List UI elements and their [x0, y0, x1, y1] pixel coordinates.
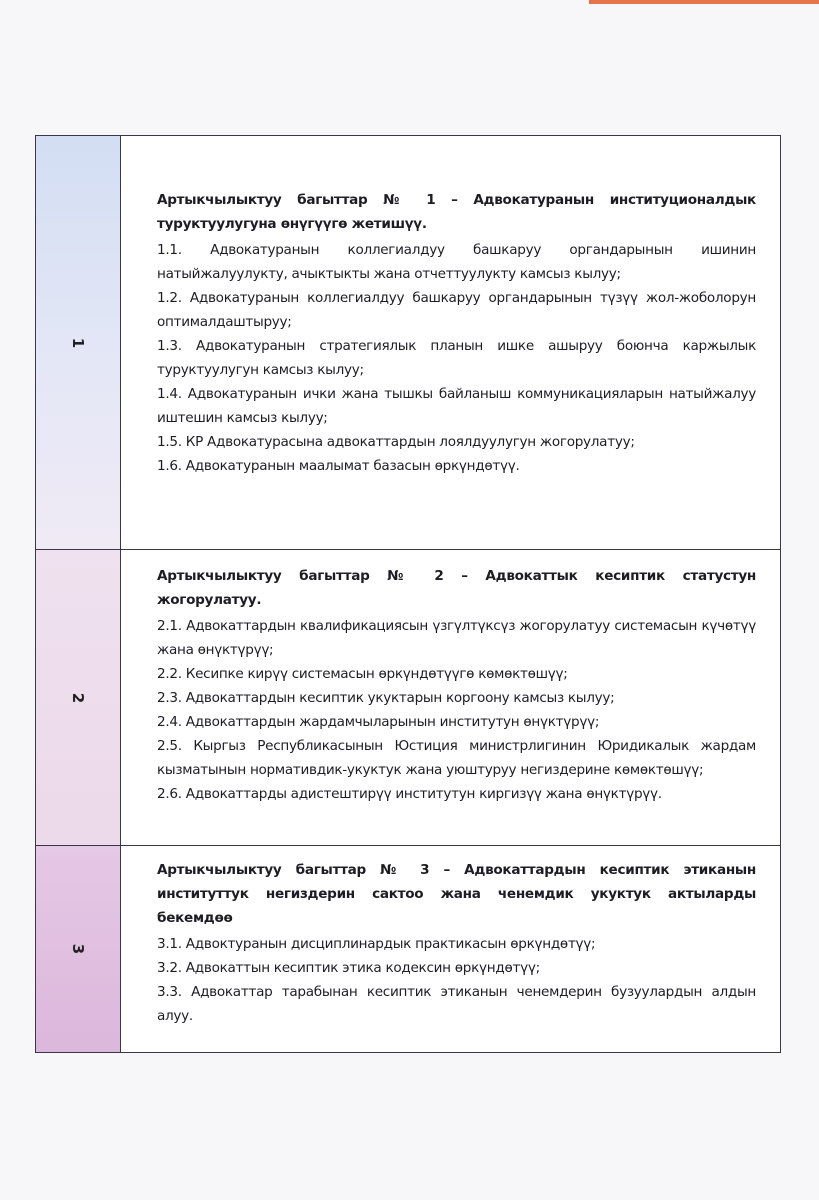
row-number: 1	[69, 337, 87, 348]
row-number: 2	[69, 692, 87, 703]
priority-item: 1.5. КР Адвокатурасына адвокаттардын лоялдуулугун жогорулатуу;	[157, 434, 635, 450]
row-number: 3	[69, 943, 87, 955]
priority-heading: Артыкчылыктуу багыттар № 3 – Адвокаттардын кесиптик этиканын институттук негиздерин сактоо жана ченемдик укуктук актыларды бекемдөө	[157, 862, 756, 926]
row-content	[121, 136, 780, 549]
priority-table	[35, 135, 781, 1053]
priority-row-2	[36, 550, 780, 846]
row-number-cell	[36, 136, 121, 549]
priority-row-3	[36, 846, 780, 1052]
priority-heading: Артыкчылыктуу багыттар № 2 – Адвокаттык кесиптик статустун жогорулатуу.	[157, 568, 756, 608]
top-accent-bar	[589, 0, 819, 4]
priority-item: 3.2. Адвокаттын кесиптик этика кодексин өркүндөтүү;	[157, 960, 540, 976]
priority-item: 2.1. Адвокаттардын квалификациясын үзгүлтүксүз жогорулатуу системасын күчөтүү жана өнүктүрүү;	[157, 618, 756, 658]
priority-item: 1.3. Адвокатуранын стратегиялык планын ишке ашыруу боюнча каржылык туруктуулугун камсыз кылуу;	[157, 338, 756, 378]
priority-item: 3.1. Адвоктуранын дисциплинардык практикасын өркүндөтүү;	[157, 936, 596, 952]
priority-heading: Артыкчылыктуу багыттар № 1 – Адвокатуранын институционалдык туруктуулугуна өнүгүүгө жетишүү.	[157, 192, 756, 232]
priority-item: 1.1. Адвокатуранын коллегиалдуу башкаруу органдарынын ишинин натыйжалуулукту, ачыктыкты жана отчеттуулукту камсыз кылуу;	[157, 242, 756, 282]
priority-row-1	[36, 136, 780, 550]
row-content	[121, 550, 780, 845]
priority-item: 3.3. Адвокаттар тарабынан кесиптик этиканын ченемдерин бузуулардын алдын алуу.	[157, 984, 756, 1024]
priority-item: 2.3. Адвокаттардын кесиптик укуктарын коргоону камсыз кылуу;	[157, 690, 615, 706]
priority-item: 2.2. Кесипке кирүү системасын өркүндөтүүгө көмөктөшүү;	[157, 666, 568, 682]
priority-item: 1.4. Адвокатуранын ички жана тышкы байланыш коммуникацияларын натыйжалуу иштешин камсыз кылуу;	[157, 386, 756, 426]
row-content	[121, 846, 780, 1052]
priority-item: 2.4. Адвокаттардын жардамчыларынын институтун өнүктүрүү;	[157, 714, 600, 730]
priority-item: 1.2. Адвокатуранын коллегиалдуу башкаруу органдарынын түзүү жол-жоболорун оптималдаштыруу;	[157, 290, 756, 330]
priority-item: 2.6. Адвокаттарды адистештирүү институтун киргизүү жана өнүктүрүү.	[157, 786, 662, 802]
row-number-cell	[36, 550, 121, 845]
priority-item: 1.6. Адвокатуранын маалымат базасын өркүндөтүү.	[157, 458, 520, 474]
priority-item: 2.5. Кыргыз Республикасынын Юстиция министрлигинин Юридикалык жардам кызматынын нормативдик-укуктук жана уюштуруу негиздерине көмөктөшүү;	[157, 738, 756, 778]
row-number-cell	[36, 846, 121, 1052]
